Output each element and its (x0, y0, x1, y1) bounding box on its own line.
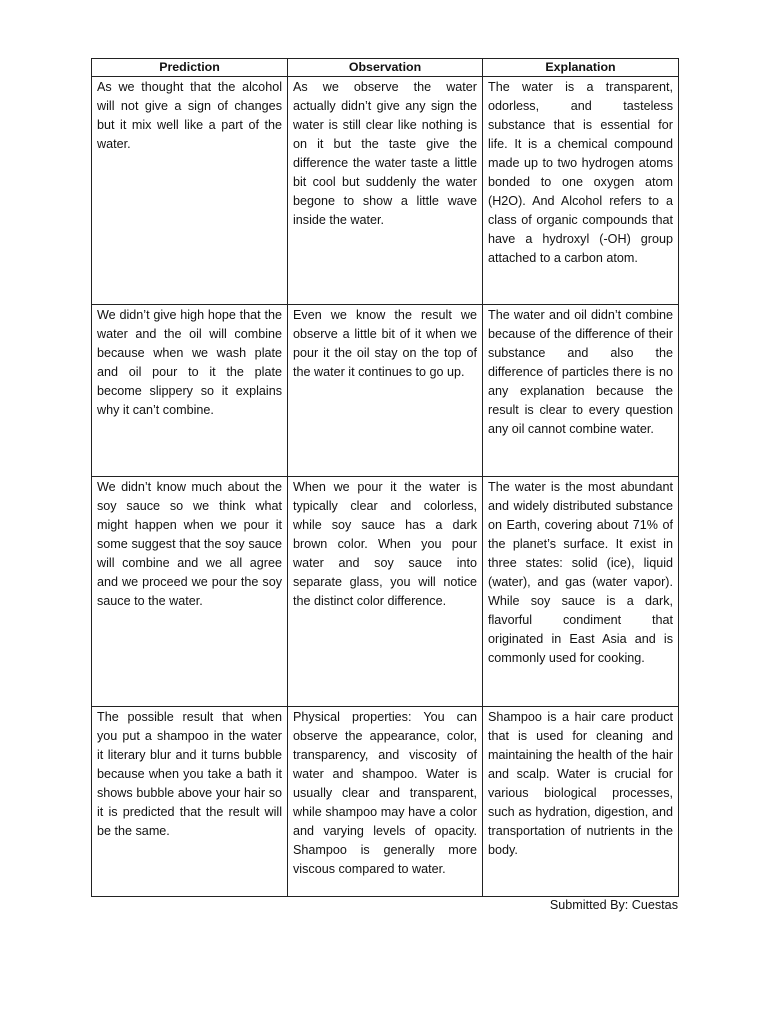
header-observation: Observation (288, 59, 483, 77)
table-cell-observation: As we observe the water actually didn’t give any sign the water is still clear like nothing is on it but the taste give the difference the water taste a little bit cool but suddenly the water begone to show a little wave inside the water. (288, 77, 483, 305)
table-row-alcohol (92, 77, 679, 305)
table-cell-observation: Physical properties: You can observe the appearance, color, transparency, and viscosity of water and shampoo. Water is usually clear and transparent, while shampoo may have a color and varying levels of opacity. Shampoo is generally more viscous compared to water. (288, 707, 483, 897)
table-cell-prediction: We didn’t give high hope that the water and the oil will combine because when we wash plate and oil pour to it the plate become slippery so it explains why it can’t combine. (92, 305, 288, 477)
table-cell-explanation: The water is a transparent, odorless, and tasteless substance that is essential for life. It is a chemical compound made up to two hydrogen atoms bonded to one oxygen atom (H2O). And Alcohol refers to a class of organic compounds that have a hydroxyl (-OH) group attached to a carbon atom. (483, 77, 679, 305)
table-cell-prediction: We didn’t know much about the soy sauce so we think what might happen when we pour it some suggest that the soy sauce will combine and we all agree and we proceed we pour the soy sauce to the water. (92, 477, 288, 707)
table-cell-observation: Even we know the result we observe a little bit of it when we pour it the oil stay on the top of the water it continues to go up. (288, 305, 483, 477)
table-cell-observation: When we pour it the water is typically clear and colorless, while soy sauce has a dark brown color. When you pour water and soy sauce into separate glass, you will notice the distinct color difference. (288, 477, 483, 707)
table-header-row (92, 59, 679, 77)
table-cell-prediction: The possible result that when you put a shampoo in the water it literary blur and it turns bubble because when you take a bath it shows bubble above your hair so it is predicted that the result will be the same. (92, 707, 288, 897)
observation-table (91, 58, 679, 897)
table-cell-explanation: The water and oil didn’t combine because of the difference of their substance and also the difference of particles there is no any explanation because the result is clear to every question any oil cannot combine water. (483, 305, 679, 477)
table-row-soy-sauce (92, 477, 679, 707)
table-cell-prediction: As we thought that the alcohol will not give a sign of changes but it mix well like a part of the water. (92, 77, 288, 305)
table-row-shampoo (92, 707, 679, 897)
table-cell-explanation: Shampoo is a hair care product that is used for cleaning and maintaining the health of the hair and scalp. Water is crucial for various biological processes, such as hydration, digestion, and transportation of nutrients in the body. (483, 707, 679, 897)
header-explanation: Explanation (483, 59, 679, 77)
table-row-oil (92, 305, 679, 477)
table-cell-explanation: The water is the most abundant and widely distributed substance on Earth, covering about 71% of the planet’s surface. It exist in three states: solid (ice), liquid (water), and gas (water vapor). While soy sauce is a dark, flavorful condiment that originated in East Asia and is commonly used for cooking. (483, 477, 679, 707)
header-prediction: Prediction (92, 59, 288, 77)
submitted-by-label: Submitted By: Cuestas (549, 898, 678, 912)
